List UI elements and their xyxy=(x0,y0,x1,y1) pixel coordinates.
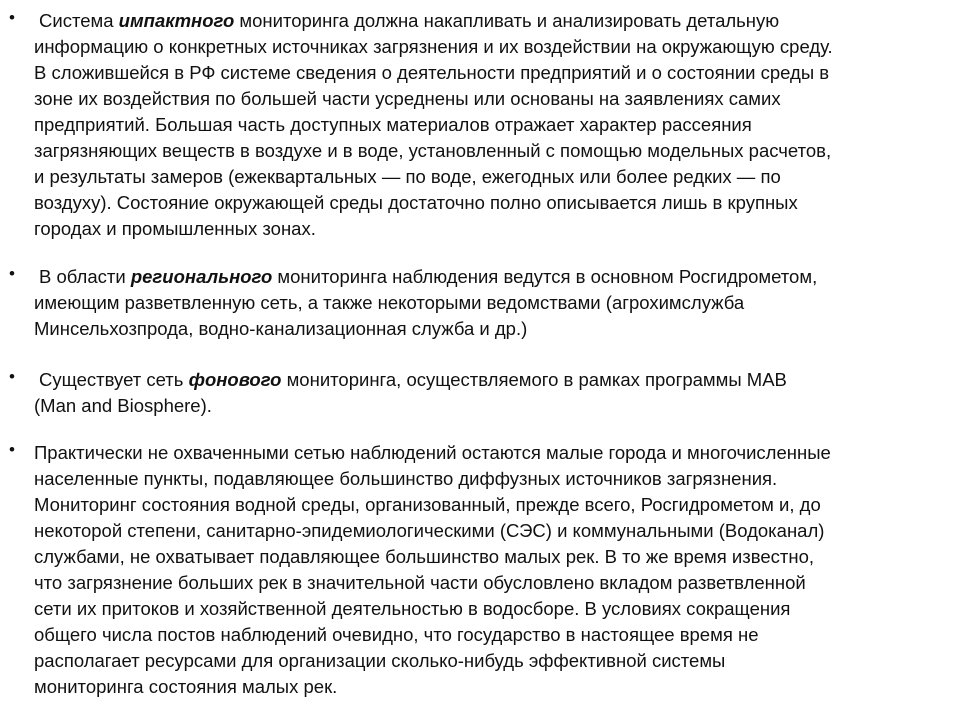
text-line: городах и промышленных зонах. xyxy=(34,218,316,239)
text-line: что загрязнение больших рек в значительной части обусловлено вкладом разветвленной xyxy=(34,572,806,593)
emphasized-term: регионального xyxy=(130,266,273,287)
text-line: Система импактного мониторинга должна накапливать и анализировать детальную xyxy=(39,10,780,31)
emphasized-term: импактного xyxy=(118,10,235,31)
bullet-icon: • xyxy=(9,8,15,27)
text-line: предприятий. Большая часть доступных материалов отражает характер рассеяния xyxy=(34,114,752,135)
text-line: располагает ресурсами для организации сколько-нибудь эффективной системы xyxy=(34,650,726,671)
text-line: загрязняющих веществ в воздухе и в воде, установленный с помощью модельных расчетов, xyxy=(34,140,832,161)
text-line: населенные пункты, подавляющее большинство диффузных источников загрязнения. xyxy=(34,468,778,489)
bullet-paragraph xyxy=(34,367,954,419)
emphasized-term: фонового xyxy=(188,369,282,390)
text-line: и результаты замеров (ежеквартальных — по воде, ежегодных или более редких — по xyxy=(34,166,781,187)
text-line: общего числа постов наблюдений очевидно, что государство в настоящее время не xyxy=(34,624,759,645)
bullet-paragraph xyxy=(34,440,954,700)
bullet-icon: • xyxy=(9,367,15,386)
bullet-paragraph xyxy=(34,264,954,342)
text-line: В области регионального мониторинга наблюдения ведутся в основном Росгидрометом, xyxy=(39,266,818,287)
text-line: мониторинга состояния малых рек. xyxy=(34,676,338,697)
text-line: Практически не охваченными сетью наблюдений остаются малые города и многочисленные xyxy=(34,442,831,463)
text-line: В сложившейся в РФ системе сведения о деятельности предприятий и о состоянии среды в xyxy=(34,62,830,83)
bullet-icon: • xyxy=(9,264,15,283)
text-line: воздуху). Состояние окружающей среды достаточно полно описывается лишь в крупных xyxy=(34,192,798,213)
text-line: некоторой степени, санитарно-эпидемиологическими (СЭС) и коммунальными (Водоканал) xyxy=(34,520,825,541)
text-line: сети их притоков и хозяйственной деятельностью в водосборе. В условиях сокращения xyxy=(34,598,791,619)
text-line: службами, не охватывает подавляющее большинство малых рек. В то же время известно, xyxy=(34,546,814,567)
text-line: Мониторинг состояния водной среды, организованный, прежде всего, Росгидрометом и, до xyxy=(34,494,821,515)
text-line: информацию о конкретных источниках загрязнения и их воздействии на окружающую среду. xyxy=(34,36,833,57)
text-line: Существует сеть фонового мониторинга, осуществляемого в рамках программы МАВ xyxy=(39,369,787,390)
text-line: имеющим разветвленную сеть, а также некоторыми ведомствами (агрохимслужба xyxy=(34,292,745,313)
text-line: (Man and Biosphere). xyxy=(34,395,212,416)
text-line: Минсельхозпрода, водно-канализационная служба и др.) xyxy=(34,318,528,339)
bullet-paragraph xyxy=(34,8,954,242)
text-line: зоне их воздействия по большей части усреднены или основаны на заявлениях самих xyxy=(34,88,781,109)
bullet-icon: • xyxy=(9,440,15,459)
